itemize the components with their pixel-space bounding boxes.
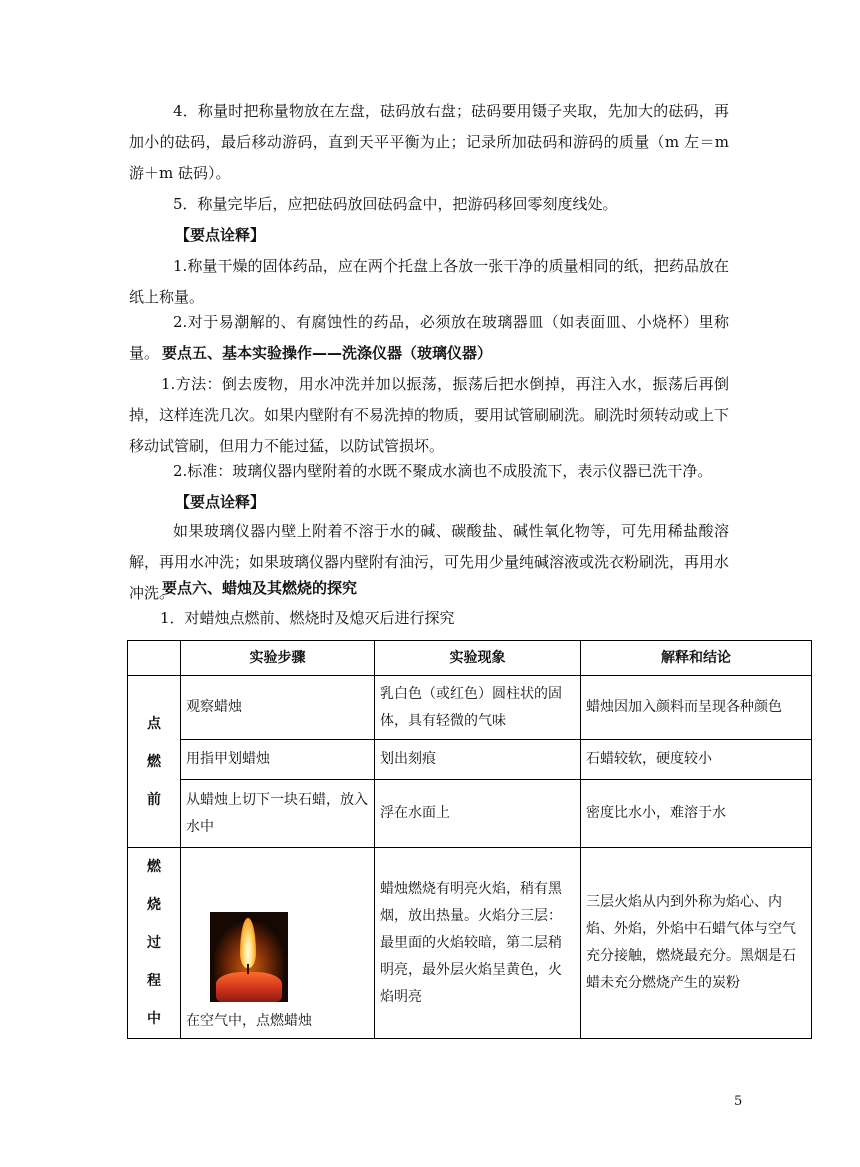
step-cell: 用指甲划蜡烛 — [181, 740, 375, 780]
phenomenon-cell: 划出刻痕 — [375, 740, 581, 780]
step-cell: 观察蜡烛 — [181, 676, 375, 740]
step-cell — [181, 848, 375, 1039]
group-label-during-burning: 燃 烧 过 程 中 — [128, 848, 181, 1039]
note-title-1: 【要点诠释】 — [175, 226, 266, 244]
table-row — [128, 780, 812, 848]
header-blank — [128, 641, 181, 676]
burning-candle-image — [210, 912, 288, 1002]
table-row — [128, 848, 812, 1039]
candle-item-1: 1．对蜡烛点燃前、燃烧时及熄灭后进行探究 — [160, 609, 455, 627]
note-1-item-1: 1.称量干燥的固体药品，应在两个托盘上各放一张干净的质量相同的纸，把药品放在纸上称量。 — [129, 257, 729, 306]
note-2-item-1: 如果玻璃仪器内壁上附着不溶于水的碱、碳酸盐、碱性氧化物等，可先用稀盐酸溶解，再用水冲洗；如果玻璃仪器内壁附有油污，可先用少量纯碱溶液或洗衣粉刷洗，再用水冲洗。 — [129, 522, 730, 602]
header-step: 实验步骤 — [181, 641, 375, 676]
note-title-2: 【要点诠释】 — [175, 493, 266, 511]
wash-method: 1.方法：倒去废物，用水冲洗并加以振荡，振荡后把水倒掉，再注入水，振荡后再倒掉，这样连洗几次。如果内壁附有不易洗掉的物质，要用试管刷刷洗。刷洗时须转动或上下移动试管刷，但用力不能过猛，以防试管损坏。 — [129, 375, 730, 455]
conclusion-cell: 三层火焰从内到外称为焰心、内焰、外焰，外焰中石蜡气体与空气充分接触，燃烧最充分。黑烟是石蜡未充分燃烧产生的炭粉 — [581, 848, 812, 1039]
table-row — [128, 676, 812, 740]
phenomenon-cell: 浮在水面上 — [375, 780, 581, 848]
header-phenomenon: 实验现象 — [375, 641, 581, 676]
paragraph-5: 5．称量完毕后，应把砝码放回砝码盒中，把游码移回零刻度线处。 — [173, 195, 618, 213]
phenomenon-cell: 乳白色（或红色）圆柱状的固体，具有轻微的气味 — [375, 676, 581, 740]
step-text: 在空气中，点燃蜡烛 — [186, 1013, 312, 1029]
section-6-heading: 要点六、蜡烛及其燃烧的探究 — [162, 579, 358, 597]
table-header-row — [128, 641, 812, 676]
step-cell: 从蜡烛上切下一块石蜡，放入水中 — [181, 780, 375, 848]
wash-standard: 2.标准：玻璃仪器内壁附着的水既不聚成水滴也不成股流下，表示仪器已洗干净。 — [173, 462, 713, 480]
page-number: 5 — [734, 1094, 743, 1109]
group-label-before-lighting: 点 燃 前 — [128, 676, 181, 848]
header-conclusion: 解释和结论 — [581, 641, 812, 676]
conclusion-cell: 密度比水小，难溶于水 — [581, 780, 812, 848]
note-1-item-2: 2.对于易潮解的、有腐蚀性的药品，必须放在玻璃器皿（如表面皿、小烧杯）里称量。 — [129, 313, 729, 362]
phenomenon-cell: 蜡烛燃烧有明亮火焰，稍有黑烟，放出热量。火焰分三层：最里面的火焰较暗，第二层稍明亮，最外层火焰呈黄色，火焰明亮 — [375, 848, 581, 1039]
paragraph-4: 4．称量时把称量物放在左盘，砝码放右盘；砝码要用镊子夹取，先加大的砝码，再加小的砝码，最后移动游码，直到天平平衡为止；记录所加砝码和游码的质量（m 左＝m 游＋m 砝码）。 — [129, 102, 729, 182]
section-5-heading: 要点五、基本实验操作——洗涤仪器（玻璃仪器） — [162, 344, 493, 362]
conclusion-cell: 蜡烛因加入颜料而呈现各种颜色 — [581, 676, 812, 740]
candle-experiment-table — [127, 640, 812, 1039]
table-row — [128, 740, 812, 780]
conclusion-cell: 石蜡较软，硬度较小 — [581, 740, 812, 780]
